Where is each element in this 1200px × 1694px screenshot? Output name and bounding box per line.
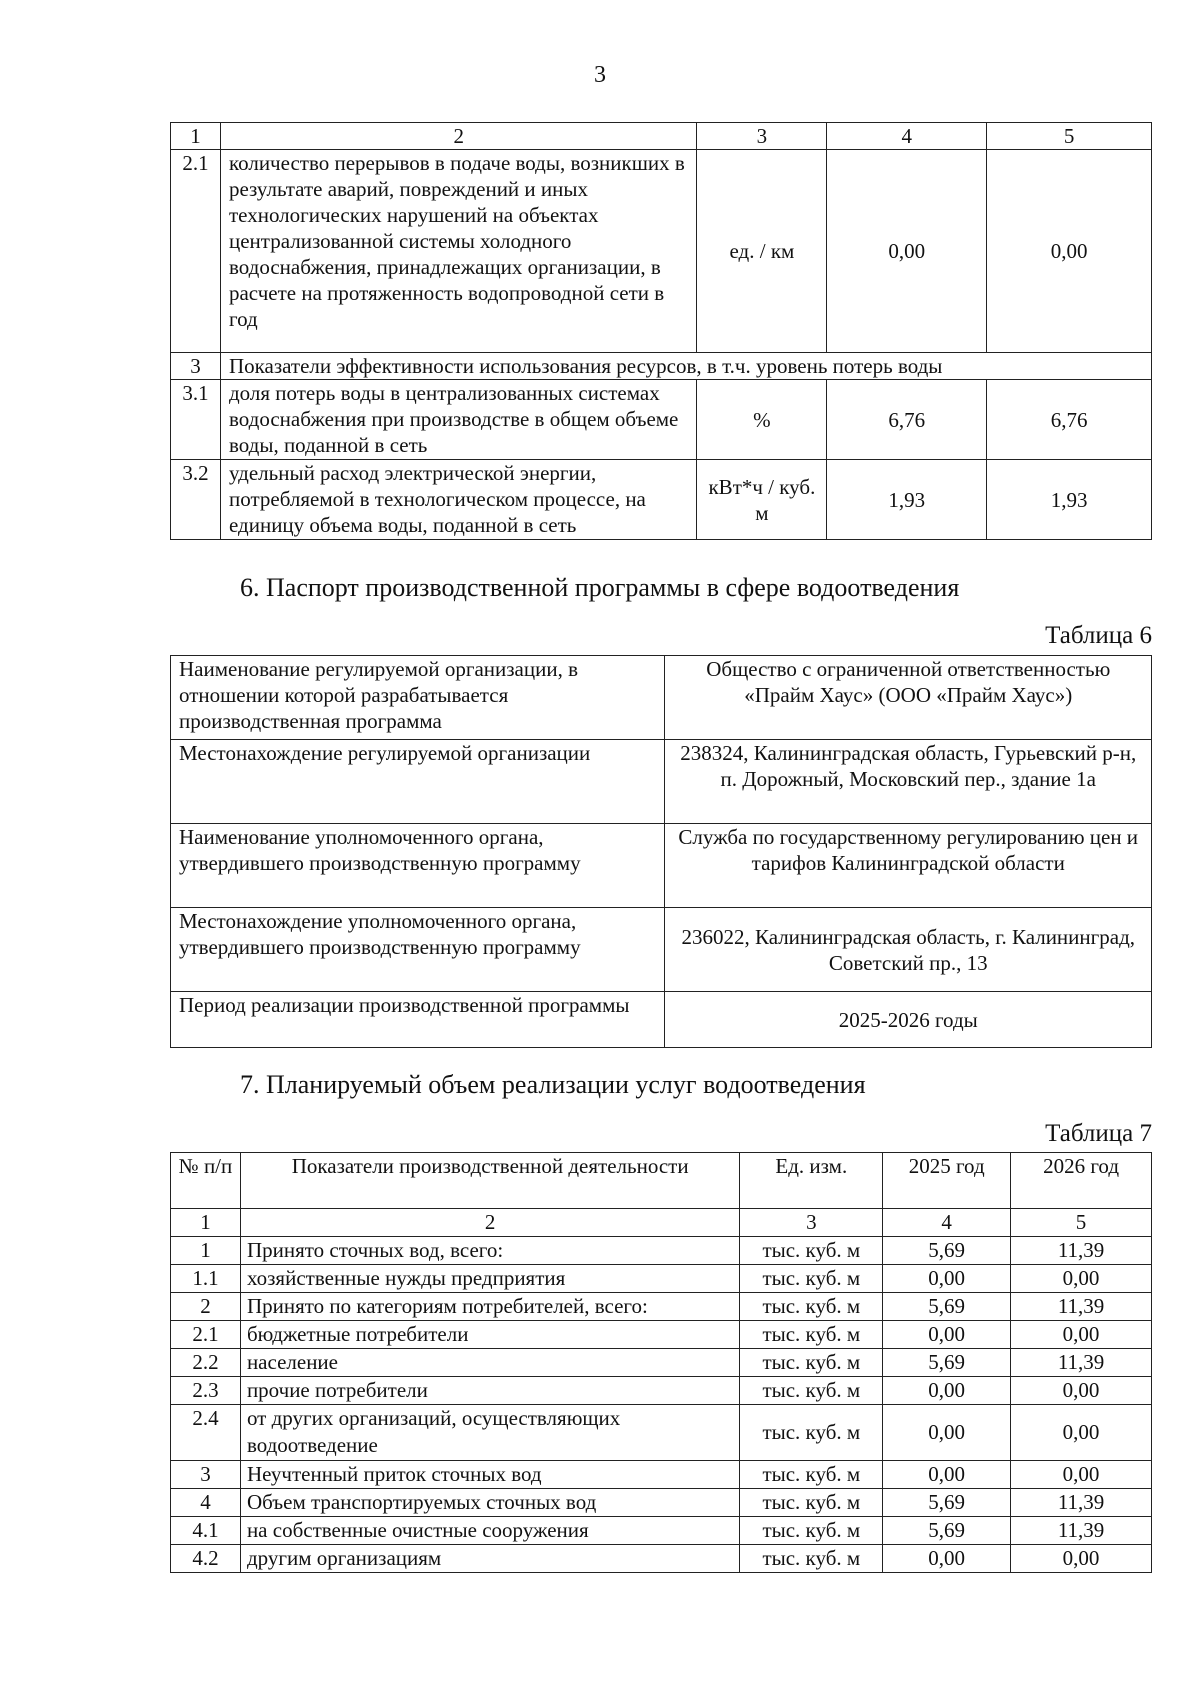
- passport-row: [171, 740, 1152, 824]
- row-unit: тыс. куб. м: [740, 1265, 883, 1293]
- value-2025: 5,69: [883, 1517, 1011, 1545]
- value-2025: 0,00: [883, 1265, 1011, 1293]
- row-number: 3: [171, 1461, 241, 1489]
- row-unit: тыс. куб. м: [740, 1349, 883, 1377]
- header-cell: 4: [827, 123, 987, 150]
- row-unit: тыс. куб. м: [740, 1321, 883, 1349]
- passport-label: Наименование уполномоченного органа, утвердившего производственную программу: [171, 824, 665, 908]
- row-unit: тыс. куб. м: [740, 1461, 883, 1489]
- row-value: 1,93: [987, 460, 1152, 540]
- row-value: 0,00: [987, 150, 1152, 353]
- table-row: [171, 1461, 1152, 1489]
- section-title: Показатели эффективности использования ресурсов, в т.ч. уровень потерь воды: [220, 353, 1151, 380]
- table-section-row: [171, 353, 1152, 380]
- index-cell: 1: [171, 1209, 241, 1237]
- value-2025: 5,69: [883, 1489, 1011, 1517]
- passport-value: Служба по государственному регулированию цен и тарифов Калининградской области: [665, 824, 1152, 908]
- row-value: 1,93: [827, 460, 987, 540]
- table-row: [171, 1349, 1152, 1377]
- passport-row: [171, 908, 1152, 992]
- table-7-caption: Таблица 7: [1045, 1120, 1152, 1147]
- header-cell: 2025 год: [883, 1153, 1011, 1209]
- value-2026: 0,00: [1011, 1545, 1152, 1573]
- row-number: 1.1: [171, 1265, 241, 1293]
- table-row: [171, 460, 1152, 540]
- passport-label: Местонахождение уполномоченного органа, утвердившего производственную программу: [171, 908, 665, 992]
- row-name: хозяйственные нужды предприятия: [240, 1265, 739, 1293]
- index-cell: 5: [1011, 1209, 1152, 1237]
- section-7-heading: 7. Планируемый объем реализации услуг водоотведения: [240, 1070, 866, 1099]
- row-unit: тыс. куб. м: [740, 1489, 883, 1517]
- row-name: бюджетные потребители: [240, 1321, 739, 1349]
- row-text: количество перерывов в подаче воды, возникших в результате аварий, повреждений и иных технологических нарушений на объектах централизованной системы холодного водоснабжения, принадлежащих организации, в расчете на протяженность водопроводной сети в год: [220, 150, 696, 353]
- header-cell: Показатели производственной деятельности: [240, 1153, 739, 1209]
- row-name: Принято по категориям потребителей, всего:: [240, 1293, 739, 1321]
- table-row: [171, 1293, 1152, 1321]
- table-row: [171, 1321, 1152, 1349]
- value-2025: 0,00: [883, 1461, 1011, 1489]
- table-row: [171, 1517, 1152, 1545]
- value-2025: 0,00: [883, 1321, 1011, 1349]
- row-text: доля потерь воды в централизованных системах водоснабжения при производстве в общем объеме воды, поданной в сеть: [220, 380, 696, 460]
- header-cell: 5: [987, 123, 1152, 150]
- row-unit: тыс. куб. м: [740, 1405, 883, 1461]
- header-cell: 1: [171, 123, 221, 150]
- row-value: 6,76: [987, 380, 1152, 460]
- value-2025: 5,69: [883, 1293, 1011, 1321]
- index-row: [171, 1209, 1152, 1237]
- row-number: 3.2: [171, 460, 221, 540]
- row-name: Принято сточных вод, всего:: [240, 1237, 739, 1265]
- passport-value: 236022, Калининградская область, г. Калининград, Советский пр., 13: [665, 908, 1152, 992]
- passport-table: [170, 655, 1152, 1048]
- table-row: [171, 380, 1152, 460]
- table-6-caption: Таблица 6: [1045, 622, 1152, 649]
- table-row: [171, 1489, 1152, 1517]
- row-number: 2.3: [171, 1377, 241, 1405]
- row-number: 2.2: [171, 1349, 241, 1377]
- table-row: [171, 1265, 1152, 1293]
- passport-label: Местонахождение регулируемой организации: [171, 740, 665, 824]
- table-header-row: [171, 123, 1152, 150]
- row-name: на собственные очистные сооружения: [240, 1517, 739, 1545]
- row-unit: тыс. куб. м: [740, 1293, 883, 1321]
- row-name: Объем транспортируемых сточных вод: [240, 1489, 739, 1517]
- row-number: 3.1: [171, 380, 221, 460]
- index-cell: 3: [740, 1209, 883, 1237]
- passport-row: [171, 656, 1152, 740]
- row-value: 6,76: [827, 380, 987, 460]
- value-2025: 5,69: [883, 1349, 1011, 1377]
- table-row: [171, 1237, 1152, 1265]
- value-2026: 11,39: [1011, 1489, 1152, 1517]
- value-2026: 0,00: [1011, 1405, 1152, 1461]
- value-2026: 11,39: [1011, 1237, 1152, 1265]
- value-2026: 0,00: [1011, 1265, 1152, 1293]
- value-2026: 11,39: [1011, 1517, 1152, 1545]
- row-unit: ед. / км: [697, 150, 827, 353]
- row-text: удельный расход электрической энергии, потребляемой в технологическом процессе, на единицу объема воды, поданной в сеть: [220, 460, 696, 540]
- value-2025: 0,00: [883, 1545, 1011, 1573]
- row-unit: кВт*ч / куб. м: [697, 460, 827, 540]
- header-cell: 3: [697, 123, 827, 150]
- row-number: 4.2: [171, 1545, 241, 1573]
- row-number: 4.1: [171, 1517, 241, 1545]
- header-cell: № п/п: [171, 1153, 241, 1209]
- index-cell: 2: [240, 1209, 739, 1237]
- row-number: 2.1: [171, 150, 221, 353]
- row-value: 0,00: [827, 150, 987, 353]
- row-unit: тыс. куб. м: [740, 1377, 883, 1405]
- table-row: [171, 1405, 1152, 1461]
- table-row: [171, 1545, 1152, 1573]
- row-unit: тыс. куб. м: [740, 1517, 883, 1545]
- row-name: другим организациям: [240, 1545, 739, 1573]
- row-number: 1: [171, 1237, 241, 1265]
- passport-row: [171, 824, 1152, 908]
- header-cell: 2026 год: [1011, 1153, 1152, 1209]
- table-row: [171, 1377, 1152, 1405]
- value-2026: 0,00: [1011, 1321, 1152, 1349]
- row-number: 4: [171, 1489, 241, 1517]
- value-2025: 0,00: [883, 1377, 1011, 1405]
- value-2026: 11,39: [1011, 1349, 1152, 1377]
- header-cell: Ед. изм.: [740, 1153, 883, 1209]
- index-cell: 4: [883, 1209, 1011, 1237]
- row-number: 2: [171, 1293, 241, 1321]
- row-unit: %: [697, 380, 827, 460]
- passport-value: 2025-2026 годы: [665, 992, 1152, 1048]
- passport-label: Период реализации производственной программы: [171, 992, 665, 1048]
- row-unit: тыс. куб. м: [740, 1237, 883, 1265]
- passport-row: [171, 992, 1152, 1048]
- row-number: 2.4: [171, 1405, 241, 1461]
- header-cell: 2: [220, 123, 696, 150]
- passport-value: 238324, Калининградская область, Гурьевский р-н, п. Дорожный, Московский пер., здание 1а: [665, 740, 1152, 824]
- passport-value: Общество с ограниченной ответственностью «Прайм Хаус» (ООО «Прайм Хаус»): [665, 656, 1152, 740]
- table-header-row: [171, 1153, 1152, 1209]
- value-2026: 0,00: [1011, 1461, 1152, 1489]
- indicators-table: [170, 122, 1152, 540]
- volume-table: [170, 1152, 1152, 1573]
- value-2026: 0,00: [1011, 1377, 1152, 1405]
- row-number: 3: [171, 353, 221, 380]
- row-number: 2.1: [171, 1321, 241, 1349]
- value-2025: 0,00: [883, 1405, 1011, 1461]
- value-2026: 11,39: [1011, 1293, 1152, 1321]
- row-name: от других организаций, осуществляющих водоотведение: [240, 1405, 739, 1461]
- section-6-heading: 6. Паспорт производственной программы в сфере водоотведения: [240, 573, 960, 602]
- table-row: [171, 150, 1152, 353]
- passport-label: Наименование регулируемой организации, в отношении которой разрабатывается производственная программа: [171, 656, 665, 740]
- page-number: 3: [594, 62, 606, 88]
- row-unit: тыс. куб. м: [740, 1545, 883, 1573]
- value-2025: 5,69: [883, 1237, 1011, 1265]
- row-name: население: [240, 1349, 739, 1377]
- row-name: Неучтенный приток сточных вод: [240, 1461, 739, 1489]
- row-name: прочие потребители: [240, 1377, 739, 1405]
